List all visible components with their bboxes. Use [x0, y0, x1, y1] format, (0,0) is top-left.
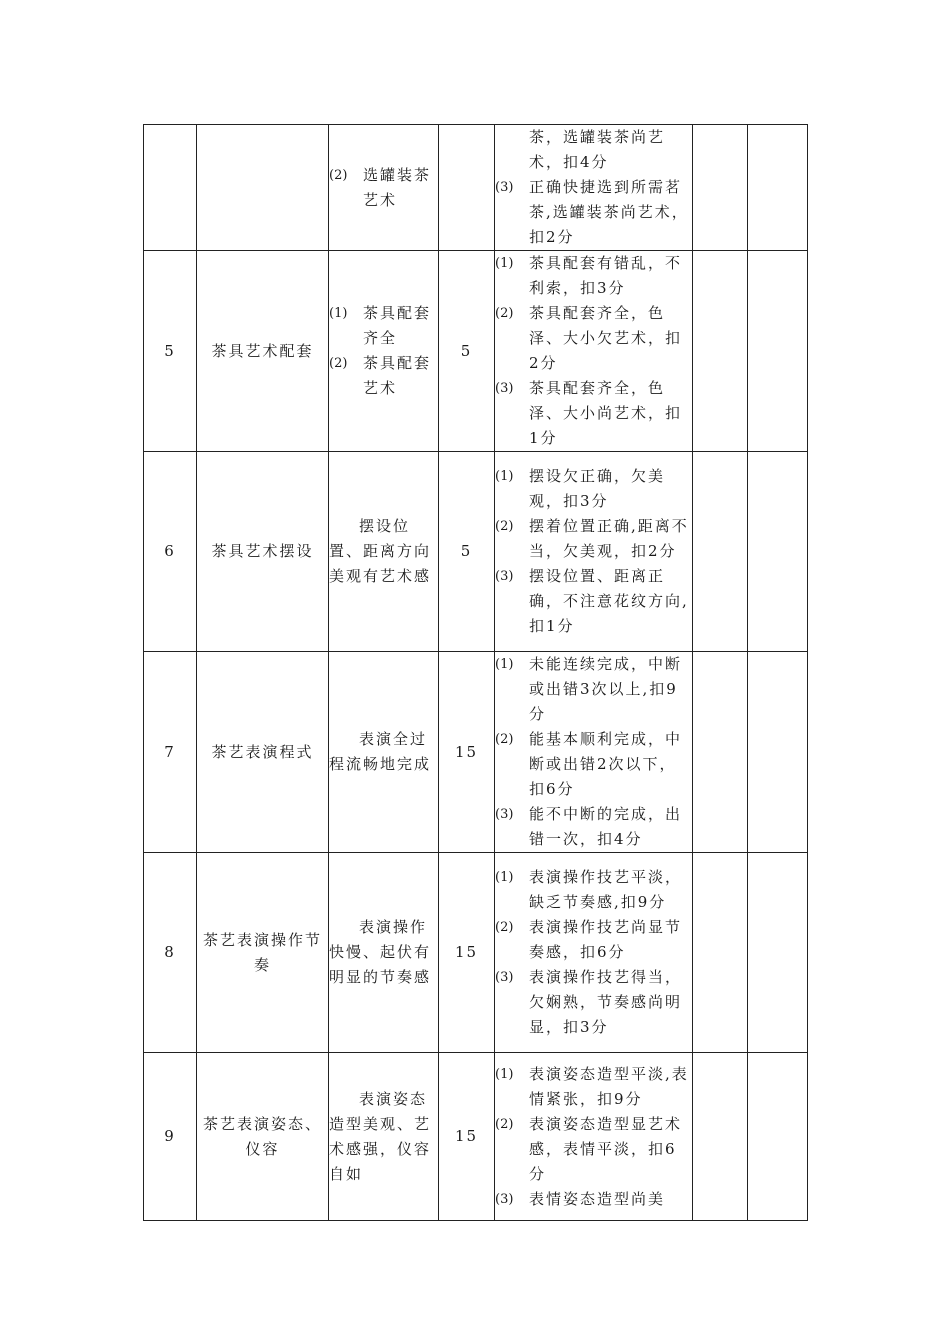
item-name: 茶艺表演操作节奏: [197, 853, 329, 1053]
score-cell: [439, 125, 495, 251]
blank-cell: [693, 652, 748, 853]
list-item: (3) 表演操作技艺得当，欠娴熟，节奏感尚明显，扣3分: [495, 968, 683, 1036]
item-name: 茶艺表演程式: [197, 652, 329, 853]
row-number: 9: [144, 1053, 197, 1221]
list-item: (3) 茶具配套齐全，色泽、大小尚艺术，扣1分: [495, 379, 683, 447]
deductions-cell: [495, 452, 693, 652]
table-row: [144, 125, 808, 251]
list-item: (3) 摆设位置、距离正确，不注意花纹方向,扣1分: [495, 567, 689, 635]
table-row: [144, 853, 808, 1053]
score-cell: 15: [439, 652, 495, 853]
list-item: (1) 表演操作技艺平淡，缺乏节奏感,扣9分: [495, 868, 683, 911]
requirements-cell: [329, 452, 439, 652]
requirements-text: 表演姿态造型美观、艺术感强，仪容自如: [329, 1089, 432, 1183]
deductions-cell: [495, 251, 693, 452]
requirements-cell: [329, 652, 439, 853]
list-item: (1) 摆设欠正确，欠美观，扣3分: [495, 467, 666, 510]
requirements-cell: [329, 251, 439, 452]
blank-cell: [693, 452, 748, 652]
score-cell: 15: [439, 1053, 495, 1221]
row-number: 8: [144, 853, 197, 1053]
list-item: (1) 未能连续完成，中断或出错3次以上,扣9分: [495, 655, 683, 723]
table-row: [144, 652, 808, 853]
row-number: 5: [144, 251, 197, 452]
list-item: (2) 表演操作技艺尚显节奏感，扣6分: [495, 918, 683, 961]
list-item: (1) 茶具配套齐全: [329, 304, 432, 347]
deductions-cell: [495, 652, 693, 853]
deductions-cell: [495, 125, 693, 251]
blank-cell: [693, 125, 748, 251]
list-item: (2) 茶具配套艺术: [329, 354, 432, 397]
list-item: (3) 能不中断的完成，出错一次，扣4分: [495, 805, 683, 848]
row-number: 7: [144, 652, 197, 853]
row-number: 6: [144, 452, 197, 652]
list-item: (2) 能基本顺利完成，中断或出错2次以下，扣6分: [495, 730, 683, 798]
blank-cell: [693, 1053, 748, 1221]
list-item: (2) 表演姿态造型显艺术感，表情平淡，扣6分: [495, 1114, 683, 1183]
blank-cell: [748, 652, 808, 853]
table-row: [144, 1053, 808, 1221]
scoring-table: [143, 124, 808, 1221]
list-item: (2) 选罐装茶艺术: [329, 165, 432, 209]
item-name: 茶具艺术配套: [197, 251, 329, 452]
item-name: 茶艺表演姿态、仪容: [197, 1053, 329, 1221]
list-item: (1) 茶具配套有错乱，不利索，扣3分: [495, 254, 683, 297]
blank-cell: [693, 853, 748, 1053]
item-name: 茶具艺术摆设: [197, 452, 329, 652]
score-cell: 5: [439, 251, 495, 452]
blank-cell: [748, 251, 808, 452]
blank-cell: [748, 125, 808, 251]
deductions-cell: [495, 1053, 693, 1221]
blank-cell: [748, 1053, 808, 1221]
requirements-text: 摆设位置、距离方向美观有艺术感: [329, 517, 432, 585]
score-cell: 5: [439, 452, 495, 652]
score-cell: 15: [439, 853, 495, 1053]
requirements-text: 表演操作快慢、起伏有明显的节奏感: [329, 918, 432, 986]
requirements-text: 表演全过程流畅地完成: [329, 730, 432, 773]
requirements-cell: [329, 125, 439, 251]
blank-cell: [748, 452, 808, 652]
table-row: [144, 452, 808, 652]
list-item: (2) 摆着位置正确,距离不当，欠美观，扣2分: [495, 517, 689, 560]
list-item: (3) 正确快捷选到所需茗茶,选罐装茶尚艺术，扣2分: [495, 178, 689, 246]
requirements-cell: [329, 1053, 439, 1221]
item-name: [197, 125, 329, 251]
row-number: [144, 125, 197, 251]
deductions-cell: [495, 853, 693, 1053]
list-item: (2) 茶具配套齐全，色泽、大小欠艺术，扣2分: [495, 304, 683, 372]
list-item: (1) 表演姿态造型平淡,表情紧张，扣9分: [495, 1064, 689, 1108]
list-item: (3) 表情姿态造型尚美: [495, 1189, 666, 1208]
requirements-cell: [329, 853, 439, 1053]
blank-cell: [693, 251, 748, 452]
blank-cell: [748, 853, 808, 1053]
list-item: 茶，选罐装茶尚艺术，扣4分: [529, 128, 666, 171]
table-row: [144, 251, 808, 452]
